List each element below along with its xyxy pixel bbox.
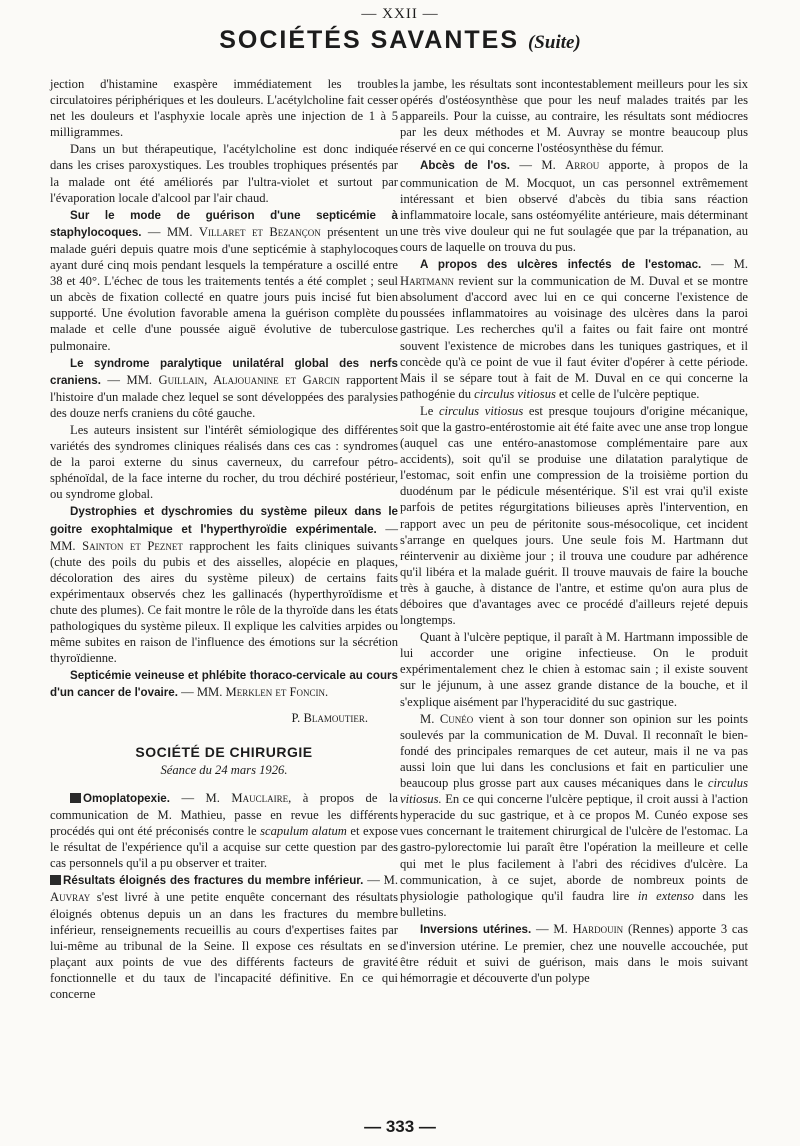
section-date: Séance du 24 mars 1926. [160,762,288,777]
dash: — MM. [141,224,199,239]
signature: P. Blamoutier. [291,710,368,725]
italic-term: in extenso [637,888,694,903]
ulceres-heading: A propos des ulcères infectés de l'estomac. [420,258,702,272]
dash: — M. [531,921,573,936]
dash: — M. [510,158,566,173]
italic-term: circulus vitiosus [438,403,524,418]
paragraph-text: revient sur la communication de M. Duval et se montre absolument d'accord avec lui en ce qui concerne l'existence de poussées inflammatoires au voisinage des ulcères dans la paroi gastrique. Les recherches qu'il a faites ou fait faire ont montré souvent l'existence de microbes dans les tuniques gastriques, et il concède qu'à ce point de vue il faut éviter d'opérer à cette période. Mais il se sépare tout à fait de M. Duval en ce qui concerne la pathogénie du [400,274,748,401]
dash: — MM. [177,685,226,700]
paragraph-text: , à propos de la communication de M. Mathieu, passe en revue les différents procédés qui ont été préconisés contre le [50,790,398,839]
right-paragraph-3 [400,256,748,402]
right-paragraph-4 [400,403,748,628]
paragraph-text: est presque toujours d'origine mécanique, soit que la gastro-entérostomie ait été faite avec une anse trop longue (auquel cas une entéro-anastomose complémentaire pare aux accidents), soit qu'il se produise une dilatation paralytique de l'estomac, soit enfin une compression de la troisième portion du duodénum par le pédicule mésentérique. S'il est vrai qu'il existe parfois de petites régurgitations bilieuses après l'intervention, en rapport avec un peu de péritonite sous-mésocolique, cet incident s'arrange en quelques jours. Une seule fois M. Hartmann dut réintervenir au dixième jour ; il trouva une coudure par adhérence qu'il libéra et la malade guérit. Il trouve mauvais de faire la bouche très à gauche, à distance de l'antre, et estime qu'on aura plus de déboires que d'avantages avec ce procédé d'ailleurs rejeté depuis longtemps. [400,403,748,628]
page-roman-numeral: — XXII — [361,6,439,22]
dash: — MM. [100,372,159,387]
authors: Sainton et Peznet [82,538,183,553]
dash: — M. [701,257,748,272]
running-title-suite: (Suite) [527,32,581,53]
section-mark-icon [50,875,61,885]
left-paragraph-1: jection d'histamine exaspère immédiatement les troubles circulatoires périphériques et les douleurs. L'acétylcholine fait cesser net les douleurs et l'asphyxie locale après une injection de 1 à 5 milligrammes. [50,77,398,140]
right-paragraph-6 [400,711,748,920]
author: Hardouin [572,921,624,936]
left-paragraph-9 [50,872,398,1002]
authors: Villaret et Bezançon [198,224,321,239]
left-paragraph-6 [50,503,398,666]
dash: — M. [363,873,398,888]
author: Hartmann [400,274,455,289]
paragraph-text: dans les bulletins. [400,888,748,919]
left-paragraph-2: Dans un but thérapeutique, l'acétylcholine est donc indiquée dans les crises paroxystiques. Les troubles trophiques présentés par la malade ont été améliorés par l'ultra-violet et surtout par l'évaporation locale d'alcool par l'air chaud. [50,142,398,205]
fractures-heading: Résultats éloignés des fractures du membre inférieur. [63,874,364,888]
paragraph-text: rapportent l'histoire d'un malade chez lequel se sont développées des paralysies des douze nerfs craniens du côté gauche. [50,372,398,420]
paragraph-text: et celle de l'ulcère peptique. [555,386,700,401]
authors: Guillain, Alajouanine et Garcin [158,372,340,387]
left-column [50,76,398,1002]
running-title [0,26,800,55]
section-title: SOCIÉTÉ DE CHIRURGIE [135,743,313,760]
dash: — MM. [50,521,398,553]
paragraph-text: rapprochent les faits cliniques suivants (chute des poils du pubis et des aisselles, alopécie en plaques, décoloration des aires du système pileux) de certains faits expérimentaux observés chez les gallinacés (hyperthyroïdisme et chute des plumes). Ce fait montre le rôle de la thyroïde dans les états pathologiques du système pileux. Il explique les calvities arpides ou même subites en raison de l'influence des émotions sur la sécrétion thyroïdienne. [50,538,398,666]
author: Arrou [565,158,600,173]
italic-term: circulus vitiosus. [400,776,748,807]
running-title-text: SOCIÉTÉS SAVANTES [219,26,520,54]
left-paragraph-4 [50,355,398,421]
paragraph-text: (Rennes) apporte 3 cas d'inversion utérine. Le premier, chez une nouvelle accouchée, put être réduit et suivi de guérison, mais dans le mois suivant hémorragie et découverte d'un polype [400,921,749,986]
abces-heading: Abcès de l'os. [420,159,510,173]
omoplatopexie-heading: Omoplatopexie. [83,791,170,805]
left-paragraph-3 [50,207,398,354]
septicemie-heading: Sur le mode de guérison d'une septicémie à staphylocoques. [50,208,398,239]
syndrome-heading: Le syndrome paralytique unilatéral global des nerfs craniens. [50,356,398,387]
page-number: — 333 — [364,1117,436,1136]
author: Mauclaire [231,790,289,805]
italic-term: scapulum alatum [260,824,347,839]
left-paragraph-8 [50,790,398,871]
right-paragraph-2 [400,157,748,255]
paragraph-text: présentent un malade guéri depuis quatre mois d'une septicémie à staphylocoques ayant duré cinq mois pendant lesquels la température a oscillé entre 38 et 40°. L'échec de tous les traitements tentés a été complet ; seul un abcès de fixation collecté en quatre jours puis incisé fut bien supporté. Une évolution favorable amena la guérison complète du malade et celle d'une poussée aiguë évolutive de tuberculose pulmonaire. [50,224,398,353]
septicemie-veineuse-heading: Septicémie veineuse et phlébite thoraco-cervicale au cours d'un cancer de l'ovaire. [50,669,398,700]
section-mark-icon [70,793,81,803]
left-paragraph-7 [50,667,398,701]
authors: Merklen et Foncin. [225,685,329,700]
paragraph-text: et expose le résultat de l'expérience qu'il a acquise sur cette question par des cas personnels qu'il a pu observer et traiter. [50,824,399,871]
dash: — M. [169,790,232,805]
dystrophies-heading: Dystrophies et dyschromies du système pileux dans le goitre exophtalmique et l'hyperthyroïdie expérimentale. [50,505,398,536]
author: Cunéo [439,711,474,726]
paragraph-text: M. [420,711,440,726]
paragraph-text: Le [420,403,439,418]
paragraph-text: vient à son tour donner son opinion sur les points soulevés par la communication de M. Duval. Il reconnaît le bien-fondé des principales remarques de cet auteur, mais il ne va pas aussi loin que lui dans les conclusions et fait en particulier une beaucoup plus grosse part aux causes mécaniques dans le [400,711,749,791]
right-paragraph-1: la jambe, les résultats sont incontestablement meilleurs pour les six opérés d'ostéosynthèse que pour les neuf malades traités par les appareils. Pour la cuisse, au contraire, les résultats sont médiocres par les deux méthodes et M. Auvray se montre beaucoup plus réservé en ce qui concerne l'ostéosynthèse du fémur. [400,77,748,156]
right-paragraph-7 [400,921,748,986]
right-paragraph-5: Quant à l'ulcère peptique, il paraît à M. Hartmann impossible de lui accorder une origine infectieuse. On le produit expérimentalement chez le chien à estomac sain ; il existe souvent sur le jéjunum, à une assez grande distance de la bouche, et il s'explique aisément par l'hyperacidité du suc gastrique. [400,630,748,709]
inversions-heading: Inversions utérines. [420,922,532,936]
author: Auvray [50,890,91,905]
paragraph-text: En ce qui concerne l'ulcère peptique, il croit aussi à l'action hyperacide du suc gastrique, et à ce propos M. Cunéo expose ses vues concernant le traitement chirurgical de l'ulcère de l'estomac. La gastro-pylorectomie lui paraît être l'opération la meilleure et celle qui met le plus facilement à l'abri des récidives d'ulcère. La communication, à ce sujet, aborde de nombreux points de physiologie pathologique qu'il faudra lire [400,792,748,903]
paragraph-text: apporte, à propos de la communication de M. Mocquot, un cas personnel extrêmement intéressant et bien observé d'abcès du tibia sans réaction inflammatoire locale, sans ostéomyélite antérieure, mais déterminant une très vive douleur qui ne fut soulagée que par la trépanation, au cours de laquelle on trouva du pus. [400,158,748,254]
paragraph-text: s'est livré à une petite enquête concernant des résultats éloignés obtenus depuis un an dans les fractures du membre inférieur, renseignements recueillis au cours d'expertises faites par lui-même au tribunal de la Seine. Il expose ces résultats en se plaçant aux points de vue des différents facteurs de gravité fonctionnelle et du taux de l'incapacité définitive. En ce qui concerne [50,890,398,1001]
left-paragraph-5: Les auteurs insistent sur l'intérêt sémiologique des différentes variétés des syndromes cliniques réalisés dans ces cas : syndromes de la paroi externe du sinus caverneux, du carrefour pétro-sphénoïdal, de la face interne du rocher, du trou déchiré postérieur, ou syndrome global. [50,422,398,502]
right-column [400,76,748,986]
italic-term: circulus vitiosus [474,386,556,401]
